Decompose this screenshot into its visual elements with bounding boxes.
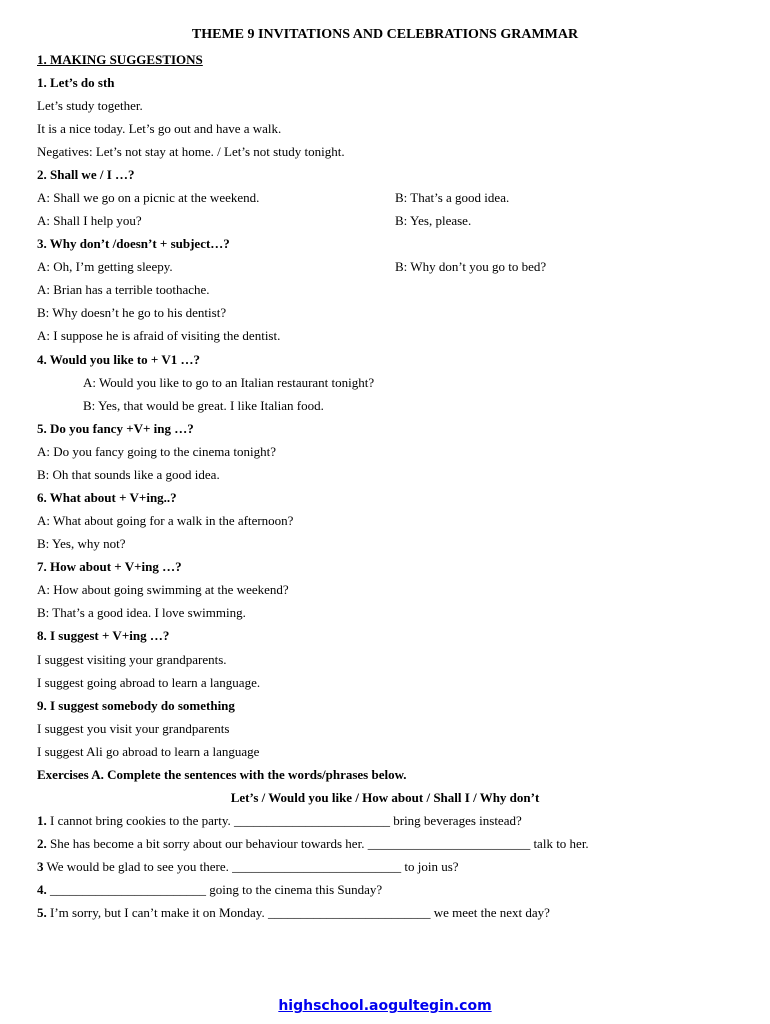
rule-heading-5: 5. Do you fancy +V+ ing …? [37,421,194,436]
example-line: Let’s study together. [37,98,143,113]
question-number: 1. [37,813,47,828]
rule-heading-7: 7. How about + V+ing …? [37,559,182,574]
dialogue-a: A: Oh, I’m getting sleepy. [37,259,173,274]
example-line: I suggest visiting your grandparents. [37,652,227,667]
example-line: I suggest you visit your grandparents [37,721,230,736]
example-line: A: I suppose he is afraid of visiting the dentist. [37,328,281,343]
rule-heading-9: 9. I suggest somebody do something [37,698,235,713]
exercise-question [37,905,740,921]
dialogue-b: B: Yes, please. [395,213,472,228]
example-line: A: How about going swimming at the weekend? [37,582,289,597]
question-number: 5. [37,905,47,920]
dialogue-a: A: Shall we go on a picnic at the weekend. [37,190,260,205]
rule-heading-2: 2. Shall we / I …? [37,167,135,182]
rule-heading-8: 8. I suggest + V+ing …? [37,628,170,643]
exercise-question [37,859,740,875]
section-heading: 1. MAKING SUGGESTIONS [37,52,203,67]
example-line: B: Yes, why not? [37,536,126,551]
question-text: I cannot bring cookies to the party. ________________________ bring beverages instead? [46,813,522,828]
example-line: A: Do you fancy going to the cinema tonight? [37,444,277,459]
question-text: I’m sorry, but I can’t make it on Monday. _________________________ we meet the next day? [46,905,550,920]
rule-heading-4: 4. Would you like to + V1 …? [37,352,200,367]
exercise-heading: Exercises A. Complete the sentences with the words/phrases below. [37,767,407,782]
example-line: A: What about going for a walk in the afternoon? [37,513,294,528]
rule-heading-1: 1. Let’s do sth [37,75,115,90]
dialogue-row [37,259,740,275]
dialogue-b: B: That’s a good idea. [395,190,510,205]
exercise-question [37,836,740,852]
rule-heading-6: 6. What about + V+ing..? [37,490,177,505]
dialogue-a: A: Shall I help you? [37,213,142,228]
example-line: I suggest Ali go abroad to learn a language [37,744,260,759]
page-title: THEME 9 INVITATIONS AND CELEBRATIONS GRAMMAR [191,27,579,42]
footer-link[interactable]: highschool.aogultegin.com [278,998,492,1014]
question-text: She has become a bit sorry about our behaviour towards her. _________________________ talk to her. [46,836,589,851]
dialogue-row [37,213,740,229]
example-line: B: Yes, that would be great. I like Italian food. [83,398,324,413]
question-text: ________________________ going to the cinema this Sunday? [46,882,383,897]
word-bank: Let’s / Would you like / How about / Shall I / Why don’t [230,790,540,805]
question-number: 2. [37,836,47,851]
question-text: We would be glad to see you there. __________________________ to join us? [43,859,459,874]
example-line: B: That’s a good idea. I love swimming. [37,605,246,620]
rule-heading-3: 3. Why don’t /doesn’t + subject…? [37,236,230,251]
question-number: 3 [37,859,44,874]
question-number: 4. [37,882,47,897]
example-line: It is a nice today. Let’s go out and have a walk. [37,121,282,136]
example-line: B: Why doesn’t he go to his dentist? [37,305,227,320]
exercise-question [37,882,740,898]
example-line: B: Oh that sounds like a good idea. [37,467,220,482]
example-line: I suggest going abroad to learn a language. [37,675,261,690]
exercise-question [37,813,740,829]
example-line: Negatives: Let’s not stay at home. / Let’s not study tonight. [37,144,345,159]
example-line: A: Would you like to go to an Italian restaurant tonight? [83,375,375,390]
dialogue-row [37,190,740,206]
dialogue-b: B: Why don’t you go to bed? [395,259,547,274]
example-line: A: Brian has a terrible toothache. [37,282,210,297]
